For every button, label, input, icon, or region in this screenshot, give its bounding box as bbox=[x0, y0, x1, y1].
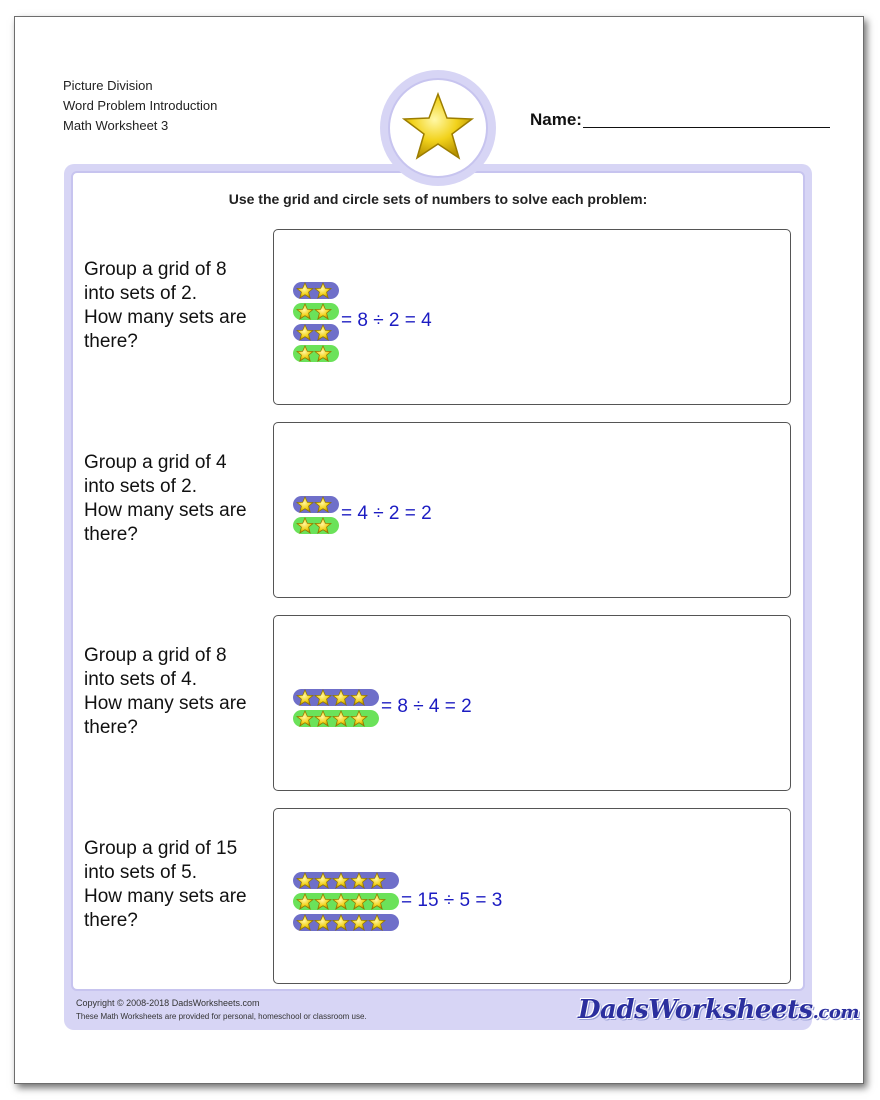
star-icon bbox=[296, 282, 314, 299]
star-medal-icon bbox=[380, 70, 496, 186]
answer-box[interactable] bbox=[273, 229, 791, 405]
answer-box[interactable] bbox=[273, 808, 791, 984]
star-icon bbox=[314, 893, 332, 910]
worksheet-subject: Picture Division bbox=[63, 78, 153, 93]
star-icon bbox=[350, 689, 368, 706]
star-icon bbox=[350, 710, 368, 727]
problem-question bbox=[84, 644, 247, 740]
star-group-green[interactable] bbox=[293, 303, 339, 320]
answer-box[interactable] bbox=[273, 615, 791, 791]
logo-part-dads: Dads bbox=[578, 995, 649, 1025]
problem-question bbox=[84, 837, 247, 933]
question-line: Group a grid of 15 bbox=[84, 838, 238, 859]
star-icon bbox=[332, 872, 350, 889]
name-label: Name: bbox=[530, 110, 582, 129]
question-line: How many sets are bbox=[84, 886, 247, 907]
star-icon bbox=[296, 303, 314, 320]
star-grid[interactable] bbox=[293, 872, 399, 935]
question-line: How many sets are bbox=[84, 500, 247, 521]
star-icon bbox=[314, 689, 332, 706]
star-icon bbox=[296, 893, 314, 910]
star-icon bbox=[368, 893, 386, 910]
copyright-text: Copyright © 2008-2018 DadsWorksheets.com bbox=[76, 998, 260, 1008]
star-icon bbox=[314, 517, 332, 534]
answer-equation: = 8 ÷ 2 = 4 bbox=[341, 310, 432, 331]
question-line: into sets of 2. bbox=[84, 476, 198, 497]
star-icon bbox=[350, 893, 368, 910]
answer-box[interactable] bbox=[273, 422, 791, 598]
star-icon bbox=[296, 872, 314, 889]
star-group-green[interactable] bbox=[293, 893, 399, 910]
star-group-blue[interactable] bbox=[293, 282, 339, 299]
name-field-line bbox=[583, 127, 830, 128]
question-line: there? bbox=[84, 910, 138, 931]
star-group-green[interactable] bbox=[293, 517, 339, 534]
star-icon bbox=[296, 710, 314, 727]
star-icon bbox=[350, 872, 368, 889]
question-line: Group a grid of 8 bbox=[84, 645, 227, 666]
star-group-green[interactable] bbox=[293, 345, 339, 362]
star-group-green[interactable] bbox=[293, 710, 379, 727]
star-icon bbox=[296, 914, 314, 931]
star-icon bbox=[314, 345, 332, 362]
star-icon bbox=[314, 496, 332, 513]
question-line: How many sets are bbox=[84, 307, 247, 328]
question-line: there? bbox=[84, 717, 138, 738]
star-icon bbox=[314, 324, 332, 341]
answer-equation: = 8 ÷ 4 = 2 bbox=[381, 696, 472, 717]
star-icon bbox=[314, 303, 332, 320]
star-icon bbox=[296, 689, 314, 706]
question-line: How many sets are bbox=[84, 693, 247, 714]
star-icon bbox=[296, 345, 314, 362]
question-line: there? bbox=[84, 524, 138, 545]
question-line: into sets of 4. bbox=[84, 669, 198, 690]
star-icon bbox=[368, 914, 386, 931]
star-icon bbox=[368, 872, 386, 889]
star-icon bbox=[296, 496, 314, 513]
question-line: Group a grid of 8 bbox=[84, 259, 227, 280]
star-icon bbox=[314, 914, 332, 931]
star-icon bbox=[314, 282, 332, 299]
star-icon bbox=[332, 689, 350, 706]
question-line: there? bbox=[84, 331, 138, 352]
problem-question bbox=[84, 451, 247, 547]
question-line: into sets of 5. bbox=[84, 862, 198, 883]
logo-part-worksheets: Worksheets bbox=[648, 995, 813, 1025]
dadsworksheets-logo[interactable] bbox=[578, 995, 859, 1025]
star-icon bbox=[332, 710, 350, 727]
star-group-blue[interactable] bbox=[293, 689, 379, 706]
answer-equation: = 4 ÷ 2 = 2 bbox=[341, 503, 432, 524]
star-icon bbox=[332, 914, 350, 931]
worksheet-number: Math Worksheet 3 bbox=[63, 118, 169, 133]
star-group-blue[interactable] bbox=[293, 496, 339, 513]
star-group-blue[interactable] bbox=[293, 914, 399, 931]
star-icon bbox=[314, 872, 332, 889]
star-icon bbox=[314, 710, 332, 727]
instructions: Use the grid and circle sets of numbers to solve each problem: bbox=[228, 191, 648, 207]
usage-note: These Math Worksheets are provided for personal, homeschool or classroom use. bbox=[76, 1012, 367, 1021]
worksheet-topic: Word Problem Introduction bbox=[63, 98, 218, 113]
star-grid[interactable] bbox=[293, 689, 379, 731]
answer-equation: = 15 ÷ 5 = 3 bbox=[401, 889, 503, 911]
star-icon bbox=[350, 914, 368, 931]
problem-question bbox=[84, 258, 247, 354]
star-icon bbox=[332, 893, 350, 910]
star-icon bbox=[296, 517, 314, 534]
star-group-blue[interactable] bbox=[293, 872, 399, 889]
question-line: into sets of 2. bbox=[84, 283, 198, 304]
star-grid[interactable] bbox=[293, 496, 339, 538]
star-icon bbox=[296, 324, 314, 341]
star-grid[interactable] bbox=[293, 282, 339, 366]
star-group-blue[interactable] bbox=[293, 324, 339, 341]
logo-part-com: .com bbox=[812, 1002, 859, 1023]
question-line: Group a grid of 4 bbox=[84, 452, 227, 473]
